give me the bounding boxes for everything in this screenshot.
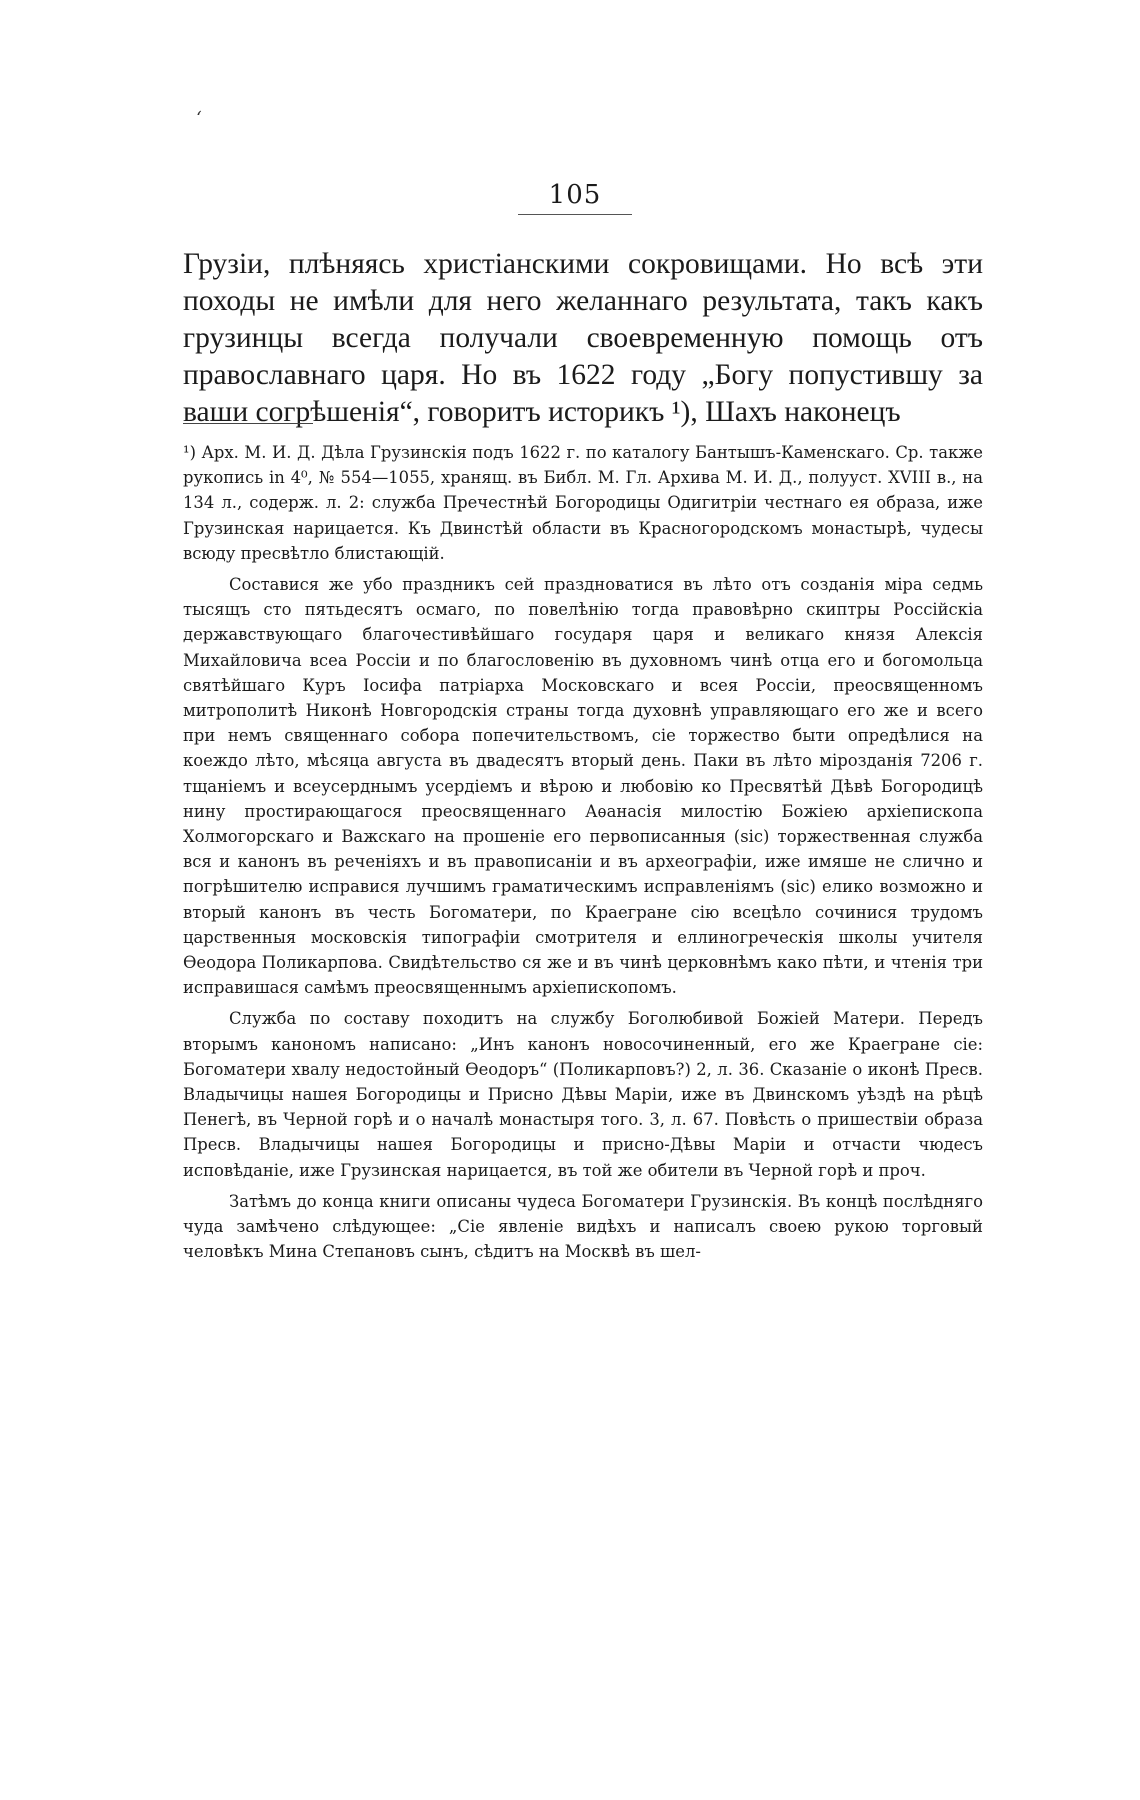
footnote-divider xyxy=(183,423,313,424)
main-text xyxy=(183,246,983,431)
page-number-rule xyxy=(518,214,632,215)
stray-mark: ‘ xyxy=(196,108,202,129)
footnote-paragraph: Затѣмъ до конца книги описаны чудеса Богоматери Грузинскiя. Въ концѣ послѣдняго чуда замѣчено слѣдующее: „Сiе явленiе видѣхъ и написалъ своею рукою торговый человѣкъ Мина Степановъ сынъ, сѣдитъ на Москвѣ въ шел- xyxy=(183,1191,983,1262)
footnote-1: ¹) Арх. М. И. Д. Дѣла Грузинскiя подъ 1622 г. по каталогу Бантышъ-Каменскаго. Ср. также рукопись in 4⁰, № 554—1055, хранящ. въ Библ. М. Гл. Архива М. И. Д., полууст. XVIII в., на 134 л., содерж. л. 2: служба Пречестнѣй Богородицы Одигитрiи честнаго ея образа, иже Грузинская нарицается. Къ Двинстѣй области въ Красногородскомъ монастырѣ, чудесы всюду пресвѣтло блистающiй. xyxy=(183,443,983,563)
footnotes xyxy=(183,440,983,1271)
main-paragraph: Грузiи, плѣняясь христiанскими сокровищами. Но всѣ эти походы не имѣли для него желаннаго результата, такъ какъ грузинцы всегда получали своевременную помощь отъ православнаго царя. Но въ 1622 году „Богу попустившу за ваши согрѣшенiя“, говоритъ историкъ ¹), Шахъ наконецъ xyxy=(183,248,983,428)
footnote-paragraph: Составися же убо праздникъ сей праздноватися въ лѣто отъ созданiя мiра седмь тысящъ сто пятьдесятъ осмаго, по повелѣнiю тогда правовѣрно скиптры Россiйскiа державствующаго благочестивѣйшаго государя царя и великаго князя Алексiя Михайловича всеа Россiи и по благословенiю въ духовномъ чинѣ отца его и богомольца святѣйшаго Куръ Iосифа патрiарха Московскаго и всея Россiи, преосвященномъ митрополитѣ Никонѣ Новгородскiя страны тогда духовнѣ управляющаго его же и всего при немъ священнаго собора попечительствомъ, сiе торжество быти опредѣлися на коеждо лѣто, мѣсяца августа въ двадесятъ вторый день. Паки въ лѣто мiрозданiя 7206 г. тщанiемъ и всеусерднымъ усердiемъ и вѣрою и любовiю ко Пресвятѣй Дѣвѣ Богородицѣ нину простирающагося преосвященнаго Аѳанасiя милостiю Божiею архiепископа Холмогорскаго и Важскаго на прошенiе его первописанныя (sic) торжественная служба вся и канонъ въ реченiяхъ и въ правописанiи и въ археографiи, иже имяше не слично и погрѣшителю исправися лучшимъ граматическимъ исправленiямъ (sic) елико возможно и вторый канонъ въ честь Богоматери, по Краегране сiю всецѣло сочинися трудомъ царственныя московскiя типографiи смотрителя и еллиногреческiя школы учителя Ѳеодора Поликарпова. Свидѣтельство ся же и въ чинѣ церковнѣмъ како пѣти, и чтенiя три исправишася самѣмъ преосвященнымъ архiепископомъ. xyxy=(183,575,983,998)
page-number: 105 xyxy=(548,180,602,210)
footnote-paragraph: Служба по составу походитъ на службу Боголюбивой Божiей Матери. Передъ вторымъ канономъ написано: „Инъ канонъ новосочиненный, его же Краегране сiе: Богоматери хвалу недостойный Ѳеодоръ“ (Поликарповъ?) 2, л. 36. Сказанiе о иконѣ Пресв. Владычицы нашея Богородицы и Присно Дѣвы Марiи, иже въ Двинскомъ уѣздѣ на рѣцѣ Пенегѣ, въ Черной горѣ и о началѣ монастыря того. 3, л. 67. Повѣсть о пришествiи образа Пресв. Владычицы нашея Богородицы и присно-Дѣвы Марiи и отчасти чюдесъ исповѣданiе, иже Грузинская нарицается, въ той же обители въ Черной горѣ и проч. xyxy=(183,1009,983,1180)
